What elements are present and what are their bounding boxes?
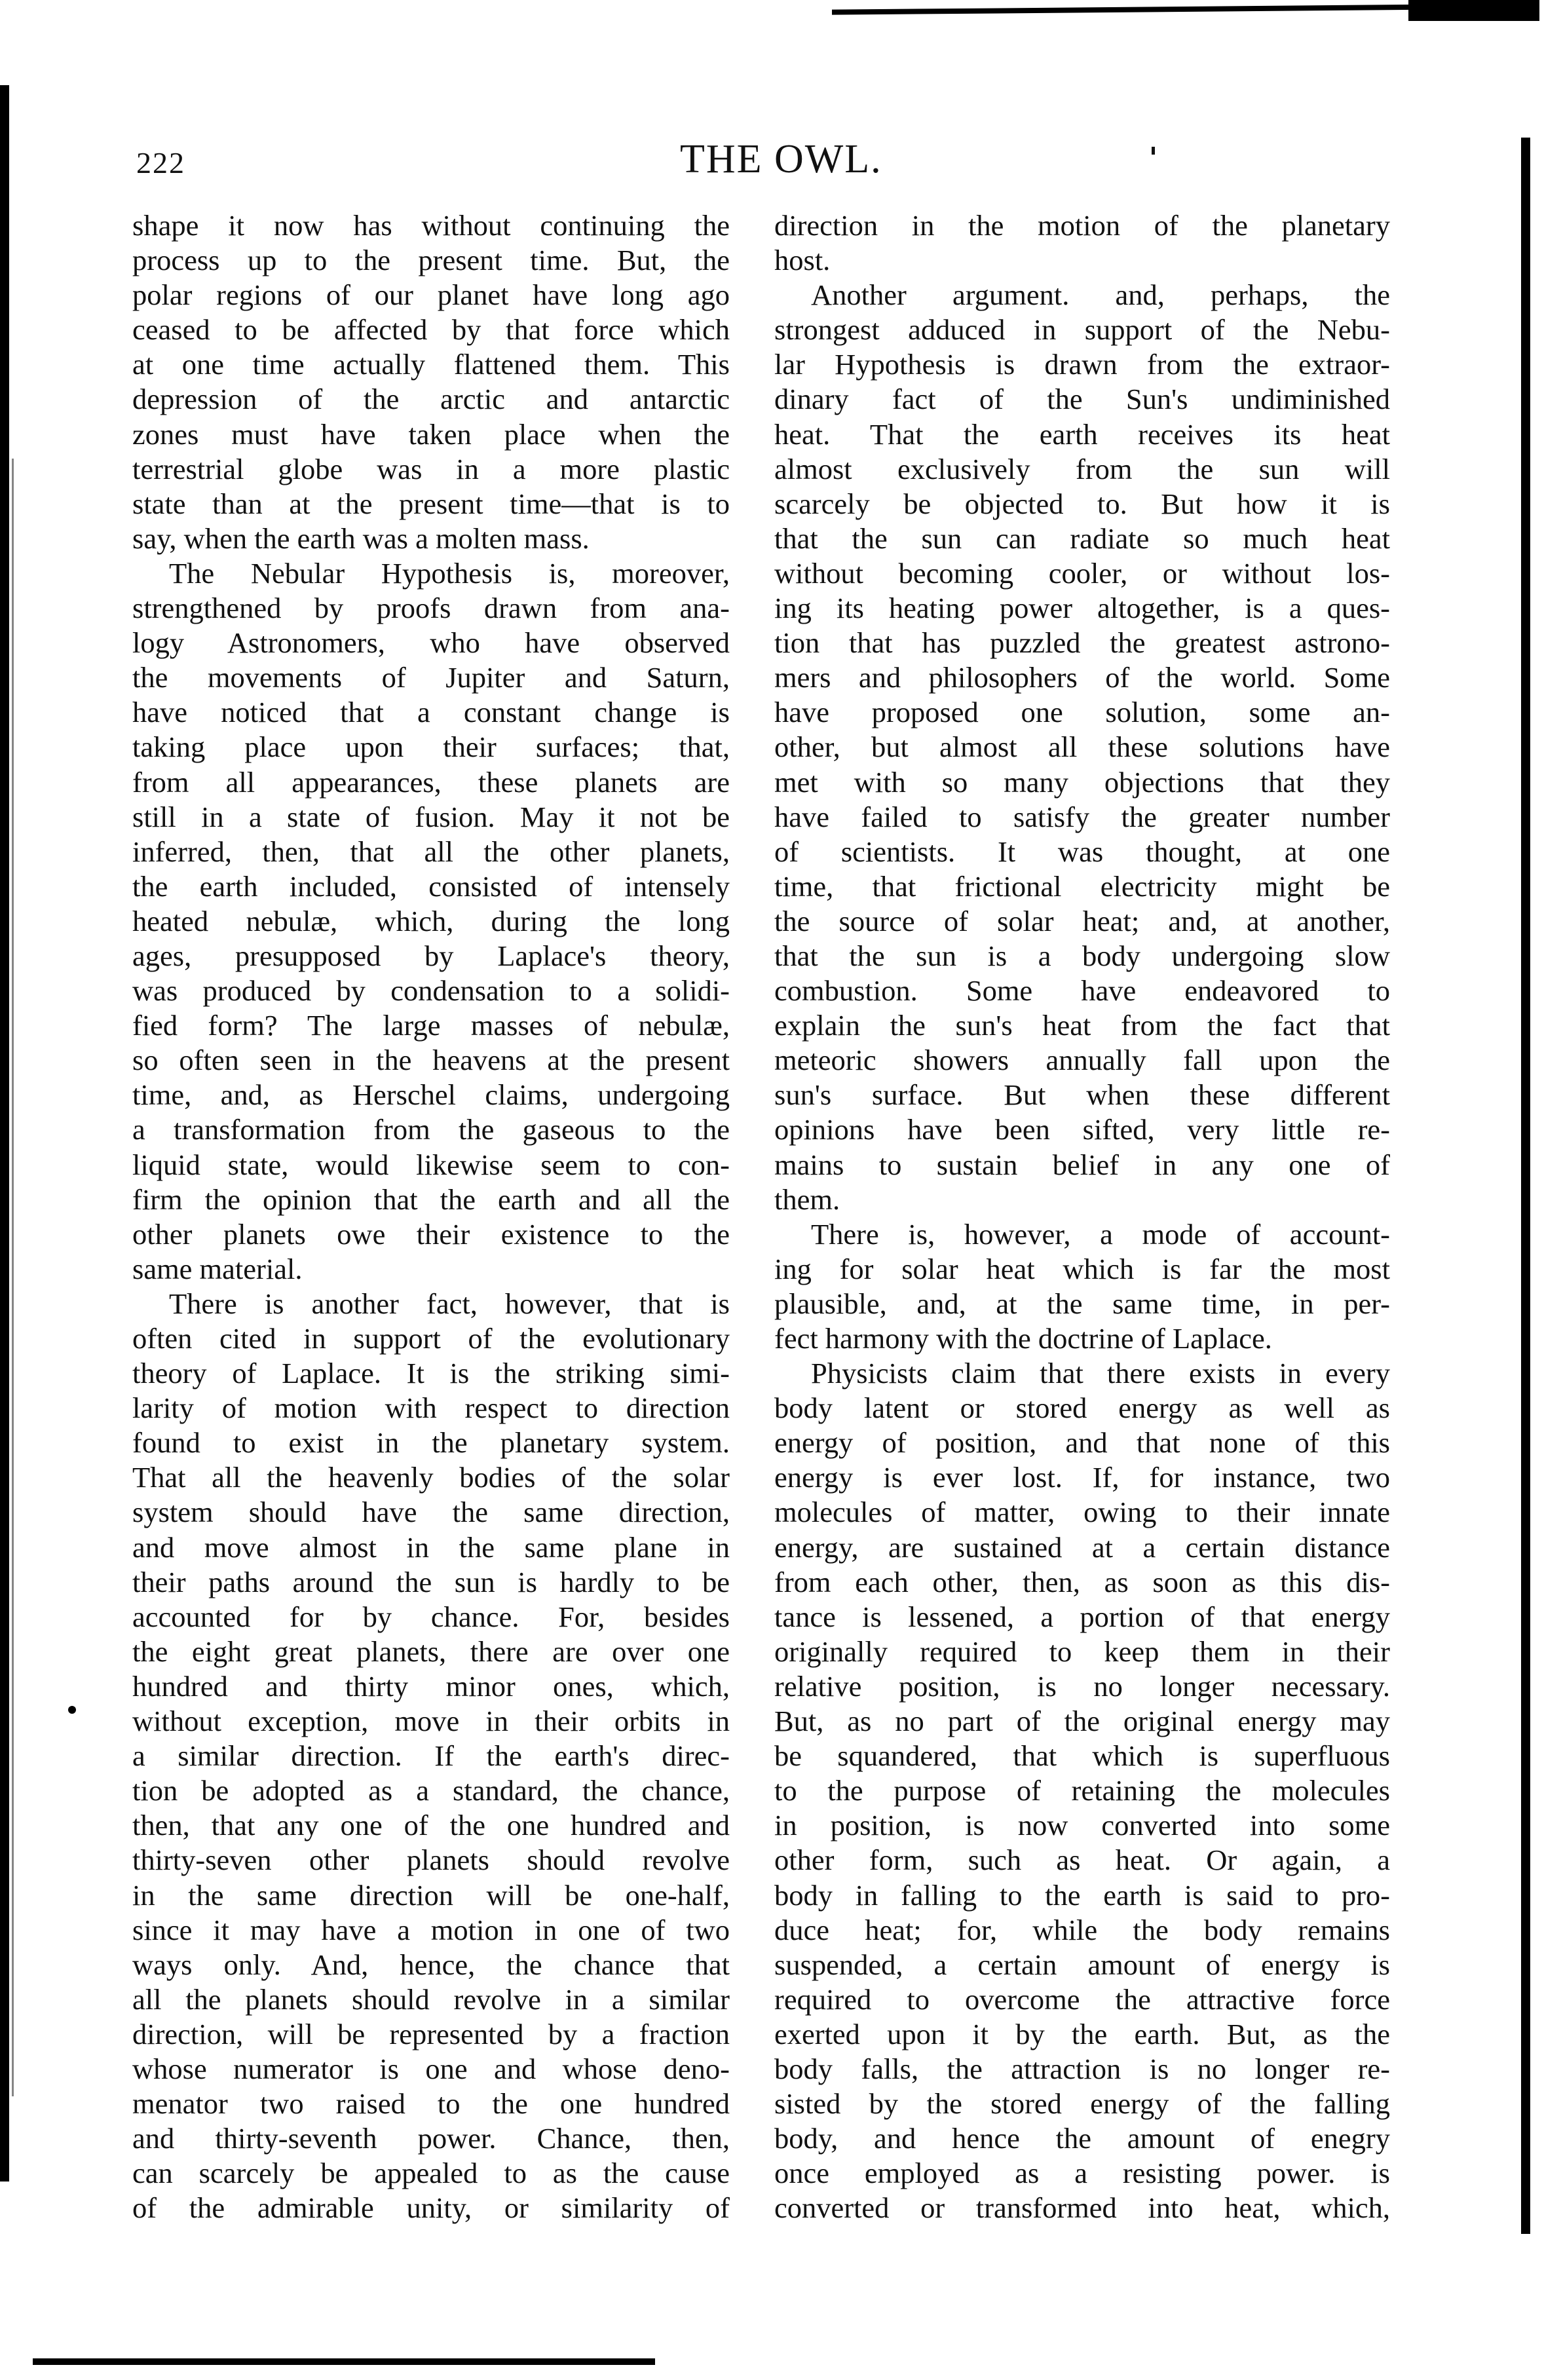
text-line: almost exclusively from the sun will [774, 452, 1390, 485]
text-line: host. [774, 244, 831, 277]
text-line: a transformation from the gaseous to the [132, 1113, 730, 1146]
text-line: at one time actually flattened them. This [132, 348, 730, 381]
text-line: be squandered, that which is superfluous [774, 1739, 1390, 1773]
text-line: without exception, move in their orbits in [132, 1705, 730, 1738]
text-line: energy, are sustained at a certain distance [774, 1530, 1390, 1564]
text-line: without becoming cooler, or without los- [774, 556, 1390, 590]
text-line: ceased to be affected by that force which [132, 313, 730, 347]
text-line: inferred, then, that all the other planets, [132, 835, 730, 868]
text-line: that the sun can radiate so much heat [774, 521, 1390, 555]
text-line: tance is lessened, a portion of that energy [774, 1600, 1390, 1633]
text-line: sun's surface. But when these different [774, 1078, 1390, 1112]
text-line: other, but almost all these solutions have [774, 730, 1390, 764]
text-line: once employed as a resisting power. is [774, 2157, 1390, 2190]
text-line: the eight great planets, there are over one [132, 1634, 730, 1668]
text-line: mers and philosophers of the world. Some [774, 661, 1390, 694]
text-line: met with so many objections that they [774, 765, 1390, 799]
text-line: sisted by the stored energy of the falling [774, 2087, 1390, 2121]
text-line: still in a state of fusion. May it not be [132, 800, 730, 833]
text-line: The Nebular Hypothesis is, moreover, [169, 556, 730, 590]
text-line: the movements of Jupiter and Saturn, [132, 661, 730, 694]
text-line: converted or transformed into heat, which, [774, 2191, 1390, 2225]
text-line: from all appearances, these planets are [132, 765, 730, 799]
text-line: molecules of matter, owing to their innate [774, 1496, 1390, 1529]
text-line: in the same direction will be one-half, [132, 1878, 730, 1912]
text-line: zones must have taken place when the [132, 417, 730, 451]
text-line: of scientists. It was thought, at one [774, 835, 1390, 868]
scan-border-top-corner [1408, 0, 1539, 21]
text-line: direction, will be represented by a fraction [132, 2017, 730, 2050]
text-line: There is another fact, however, that is [169, 1287, 730, 1320]
text-line: theory of Laplace. It is the striking simi- [132, 1357, 730, 1390]
text-line: lar Hypothesis is drawn from the extraor- [774, 348, 1390, 381]
text-line: same material. [132, 1252, 303, 1285]
text-line: often cited in support of the evolutionary [132, 1322, 730, 1355]
text-line: body in falling to the earth is said to pro- [774, 1878, 1390, 1912]
scan-border-left [0, 85, 9, 2182]
scan-border-left-inner [12, 459, 14, 2096]
text-line: strengthened by proofs drawn from ana- [132, 592, 730, 625]
text-line: the earth included, consisted of intensely [132, 869, 730, 903]
text-line: relative position, is no longer necessary. [774, 1669, 1390, 1703]
text-line: a similar direction. If the earth's direc- [132, 1739, 730, 1773]
margin-bullet-mark [68, 1706, 76, 1714]
text-line: tion be adopted as a standard, the chance, [132, 1774, 730, 1807]
text-line: energy is ever lost. If, for instance, two [774, 1461, 1390, 1494]
text-line: taking place upon their surfaces; that, [132, 730, 730, 764]
text-line: so often seen in the heavens at the present [132, 1044, 730, 1077]
text-line: logy Astronomers, who have observed [132, 626, 730, 660]
text-line: ways only. And, hence, the chance that [132, 1948, 730, 1981]
text-line: body falls, the attraction is no longer re- [774, 2052, 1390, 2085]
text-line: heated nebulæ, which, during the long [132, 904, 730, 937]
text-line: and move almost in the same plane in [132, 1530, 730, 1564]
text-line: since it may have a motion in one of two [132, 1913, 730, 1946]
text-line: fect harmony with the doctrine of Laplace. [774, 1322, 1272, 1355]
text-line: body, and hence the amount of enegry [774, 2122, 1390, 2155]
text-line: thirty-seven other planets should revolve [132, 1843, 730, 1877]
text-line: all the planets should revolve in a similar [132, 1982, 730, 2016]
text-line: required to overcome the attractive force [774, 1982, 1390, 2016]
text-line: time, and, as Herschel claims, undergoing [132, 1078, 730, 1112]
text-line: heat. That the earth receives its heat [774, 417, 1390, 451]
text-line: larity of motion with respect to direction [132, 1391, 730, 1425]
scan-border-right [1521, 138, 1530, 2234]
text-line: That all the heavenly bodies of the solar [132, 1461, 730, 1494]
text-line: polar regions of our planet have long ago [132, 278, 730, 312]
text-line: process up to the present time. But, the [132, 244, 730, 277]
text-line: liquid state, would likewise seem to con- [132, 1148, 730, 1181]
print-speck [1152, 147, 1155, 155]
text-line: from each other, then, as soon as this dis- [774, 1565, 1390, 1598]
text-line: and thirty-seventh power. Chance, then, [132, 2122, 730, 2155]
text-line: energy of position, and that none of this [774, 1426, 1390, 1460]
text-line: suspended, a certain amount of energy is [774, 1948, 1390, 1981]
text-line: whose numerator is one and whose deno- [132, 2052, 730, 2085]
text-line: to the purpose of retaining the molecules [774, 1774, 1390, 1807]
text-line: found to exist in the planetary system. [132, 1426, 730, 1460]
text-line: direction in the motion of the planetary [774, 209, 1390, 242]
scan-border-bottom [33, 2358, 655, 2365]
text-line: then, that any one of the one hundred and [132, 1809, 730, 1842]
text-line: depression of the arctic and antarctic [132, 383, 730, 416]
right-text-column [774, 208, 1390, 2225]
text-line: hundred and thirty minor ones, which, [132, 1669, 730, 1703]
text-line: scarcely be objected to. But how it is [774, 487, 1390, 520]
text-line: fied form? The large masses of nebulæ, [132, 1009, 730, 1042]
text-line: terrestrial globe was in a more plastic [132, 452, 730, 485]
text-line: There is, however, a mode of account- [811, 1217, 1390, 1251]
text-line: other form, such as heat. Or again, a [774, 1843, 1390, 1877]
text-line: have proposed one solution, some an- [774, 696, 1390, 729]
left-text-column [132, 208, 730, 2225]
text-line: have failed to satisfy the greater number [774, 800, 1390, 833]
text-line: Another argument. and, perhaps, the [811, 278, 1390, 312]
text-line: the source of solar heat; and, at another, [774, 904, 1390, 937]
text-line: shape it now has without continuing the [132, 209, 730, 242]
text-line: combustion. Some have endeavored to [774, 974, 1390, 1008]
text-line: of the admirable unity, or similarity of [132, 2191, 730, 2225]
text-line: dinary fact of the Sun's undiminished [774, 383, 1390, 416]
text-line: tion that has puzzled the greatest astrono- [774, 626, 1390, 660]
text-line: ing for solar heat which is far the most [774, 1252, 1390, 1285]
text-line: other planets owe their existence to the [132, 1217, 730, 1251]
text-line: ing its heating power altogether, is a ques- [774, 592, 1390, 625]
text-line: opinions have been sifted, very little re- [774, 1113, 1390, 1146]
text-line: menator two raised to the one hundred [132, 2087, 730, 2121]
text-line: was produced by condensation to a solidi- [132, 974, 730, 1008]
text-line: ages, presupposed by Laplace's theory, [132, 939, 730, 972]
text-line: explain the sun's heat from the fact that [774, 1009, 1390, 1042]
running-head [0, 136, 1544, 182]
text-line: body latent or stored energy as well as [774, 1391, 1390, 1425]
page-number: 222 [136, 146, 185, 179]
text-line: strongest adduced in support of the Nebu- [774, 313, 1390, 347]
text-line: duce heat; for, while the body remains [774, 1913, 1390, 1946]
journal-title: THE OWL. [680, 137, 882, 181]
text-line: accounted for by chance. For, besides [132, 1600, 730, 1633]
text-line: firm the opinion that the earth and all the [132, 1182, 730, 1216]
text-line: originally required to keep them in their [774, 1634, 1390, 1668]
text-line: mains to sustain belief in any one of [774, 1148, 1390, 1181]
text-line: state than at the present time—that is to [132, 487, 730, 520]
text-line: meteoric showers annually fall upon the [774, 1044, 1390, 1077]
text-line: in position, is now converted into some [774, 1809, 1390, 1842]
text-line: that the sun is a body undergoing slow [774, 939, 1390, 972]
text-line: plausible, and, at the same time, in per- [774, 1287, 1390, 1320]
text-line: system should have the same direction, [132, 1496, 730, 1529]
text-line: Physicists claim that there exists in every [811, 1357, 1390, 1390]
text-line: can scarcely be appealed to as the cause [132, 2157, 730, 2190]
text-line: their paths around the sun is hardly to be [132, 1565, 730, 1598]
text-line: exerted upon it by the earth. But, as the [774, 2017, 1390, 2050]
text-line: But, as no part of the original energy may [774, 1705, 1390, 1738]
text-line: time, that frictional electricity might be [774, 869, 1390, 903]
text-line: say, when the earth was a molten mass. [132, 521, 590, 555]
text-line: have noticed that a constant change is [132, 696, 730, 729]
text-line: them. [774, 1182, 840, 1216]
